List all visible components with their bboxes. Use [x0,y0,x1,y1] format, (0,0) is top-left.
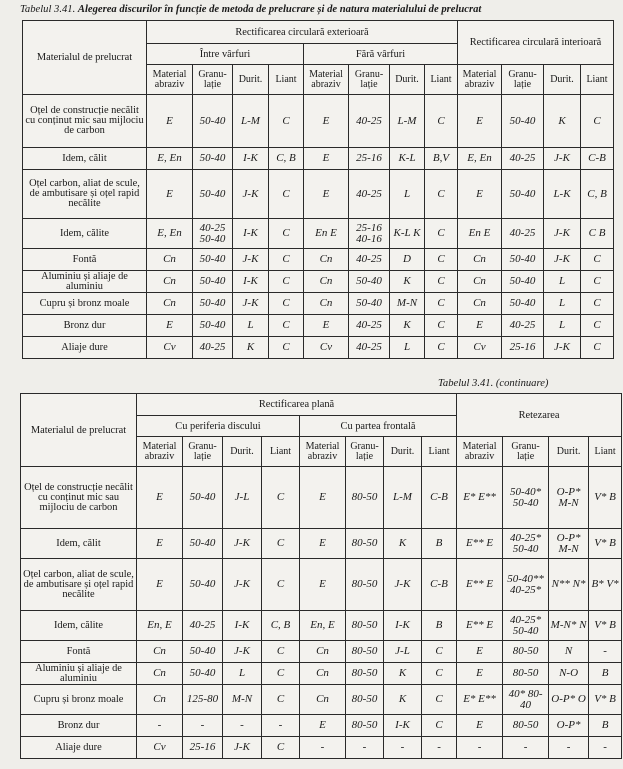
value-cell: Cv [304,337,349,359]
value-cell: 80-50 [346,529,384,559]
value-cell: J-K [233,170,269,219]
table-row [23,271,614,293]
value-cell: 50-40 [349,271,390,293]
value-cell: 50-40 [502,249,544,271]
header-duritate: Durit. [223,437,262,467]
value-cell: J-K [233,249,269,271]
value-cell: 25-16 [183,737,223,759]
value-cell: C [425,219,458,249]
value-cell: 40-25 [502,148,544,170]
value-cell: 40-25 [502,315,544,337]
header-granulatie: Granu-lație [193,65,233,95]
value-cell: 40-25 [183,611,223,641]
value-cell: - [346,737,384,759]
material-cell: Fontă [23,249,147,271]
value-cell: E [147,170,193,219]
value-cell: J-K [223,737,262,759]
value-cell: 40-25 [349,95,390,148]
header-duritate: Durit. [390,65,425,95]
value-cell: L-M [233,95,269,148]
header-rectificare-interioara: Rectificarea circulară interioară [458,21,614,65]
value-cell: C, B [269,148,304,170]
value-cell: L [544,271,581,293]
value-cell: Cn [137,663,183,685]
material-cell: Bronz dur [21,715,137,737]
table-row [23,249,614,271]
value-cell: E [300,715,346,737]
table-row [23,170,614,219]
value-cell: En E [458,219,502,249]
value-cell: Cn [458,271,502,293]
continuation-label: Tabelul 3.41. (continuare) [438,378,549,389]
value-cell: 80-50 [346,467,384,529]
value-cell: 50-40* 50-40 [503,467,549,529]
material-cell: Idem, călit [23,148,147,170]
header-retezare: Retezarea [457,394,622,437]
value-cell: 80-50 [503,663,549,685]
value-cell: C [425,315,458,337]
material-cell: Idem, călite [23,219,147,249]
value-cell: K [390,271,425,293]
value-cell: 50-40 [183,467,223,529]
value-cell: E [300,467,346,529]
value-cell: C-B [422,467,457,529]
value-cell: E** E [457,529,503,559]
table-row [21,715,622,737]
table-rectificare-plana-retezare [20,393,622,759]
value-cell: I-K [233,219,269,249]
value-cell: C [581,337,614,359]
value-cell: 40* 80-40 [503,685,549,715]
header-granulatie: Granu-lație [349,65,390,95]
material-cell: Aliaje dure [21,737,137,759]
table-row [21,737,622,759]
value-cell: 50-40 [502,293,544,315]
value-cell: J-K [544,219,581,249]
value-cell: 50-40 [502,170,544,219]
value-cell: 50-40 [183,663,223,685]
value-cell: C [269,95,304,148]
value-cell: 50-40 [193,315,233,337]
material-cell: Fontă [21,641,137,663]
value-cell: Cv [147,337,193,359]
material-cell: Idem, călite [21,611,137,641]
value-cell: E, En [458,148,502,170]
material-cell: Aluminiu și aliaje de aluminiu [23,271,147,293]
value-cell: C [425,293,458,315]
value-cell: 50-40 [183,641,223,663]
value-cell: B [422,529,457,559]
value-cell: C [262,685,300,715]
value-cell: B [422,611,457,641]
value-cell: E, En [147,148,193,170]
value-cell: C [425,170,458,219]
value-cell: C [269,315,304,337]
value-cell: 25-16 [349,148,390,170]
value-cell: - [183,715,223,737]
header-abraziv: Material abraziv [457,437,503,467]
header-abraziv: Material abraziv [147,65,193,95]
value-cell: Cn [304,293,349,315]
value-cell: N** N* [549,559,589,611]
header-rectificare-plana: Rectificarea plană [137,394,457,416]
value-cell: M-N [223,685,262,715]
header-abraziv: Material abraziv [137,437,183,467]
header-liant: Liant [581,65,614,95]
value-cell: C [262,559,300,611]
value-cell: O-P* [549,715,589,737]
value-cell: Cn [300,663,346,685]
value-cell: C [581,249,614,271]
value-cell: Cv [458,337,502,359]
header-duritate: Durit. [549,437,589,467]
value-cell: J-K [384,559,422,611]
value-cell: E [304,148,349,170]
material-cell: Cupru și bronz moale [23,293,147,315]
table-row [21,641,622,663]
table-caption: Alegerea discurilor în funcție de metoda de prelucrare și de natura materialului de prelucrat [77,4,482,15]
value-cell: K [233,337,269,359]
value-cell: J-K [544,337,581,359]
value-cell: K-L [390,148,425,170]
value-cell: 50-40 [193,271,233,293]
value-cell: B [589,663,622,685]
value-cell: 40-25 [349,249,390,271]
header-abraziv: Material abraziv [300,437,346,467]
value-cell: C, B [581,170,614,219]
value-cell: E** E [457,611,503,641]
value-cell: C [425,95,458,148]
value-cell: K [390,315,425,337]
value-cell: 50-40 [193,249,233,271]
value-cell: L [223,663,262,685]
value-cell: D [390,249,425,271]
value-cell: C [422,715,457,737]
value-cell: C [269,170,304,219]
header-liant: Liant [589,437,622,467]
value-cell: E [137,559,183,611]
value-cell: - [457,737,503,759]
value-cell: 50-40** 40-25* [503,559,549,611]
value-cell: E [457,641,503,663]
value-cell: Cn [147,249,193,271]
value-cell: J-K [233,293,269,315]
table-row [21,559,622,611]
value-cell: 25-16 [502,337,544,359]
value-cell: I-K [223,611,262,641]
value-cell: 40-25* 50-40 [503,529,549,559]
value-cell: L-K [544,170,581,219]
header-duritate: Durit. [233,65,269,95]
value-cell: 50-40 [502,95,544,148]
value-cell: C [581,95,614,148]
value-cell: C [262,529,300,559]
value-cell: 80-50 [503,641,549,663]
value-cell: 80-50 [346,685,384,715]
value-cell: Cn [137,641,183,663]
value-cell: - [262,715,300,737]
value-cell: M-N [390,293,425,315]
value-cell: C, B [262,611,300,641]
value-cell: 50-40 [183,559,223,611]
value-cell: K [384,685,422,715]
value-cell: E [137,467,183,529]
value-cell: E [304,170,349,219]
header-abraziv: Material abraziv [458,65,502,95]
value-cell: - [503,737,549,759]
value-cell: E* E** [457,685,503,715]
value-cell: E [304,315,349,337]
value-cell: C [262,641,300,663]
value-cell: J-K [223,641,262,663]
value-cell: V* B [589,529,622,559]
value-cell: B* V* [589,559,622,611]
value-cell: C [269,271,304,293]
value-cell: 80-50 [346,559,384,611]
value-cell: J-K [223,529,262,559]
header-liant: Liant [262,437,300,467]
value-cell: E [457,715,503,737]
value-cell: 50-40 [502,271,544,293]
header-fara-varfuri: Fără vârfuri [304,44,458,65]
value-cell: E* E** [457,467,503,529]
value-cell: Cn [304,271,349,293]
value-cell: En E [304,219,349,249]
value-cell: I-K [233,271,269,293]
value-cell: 80-50 [346,611,384,641]
value-cell: E** E [457,559,503,611]
table-row [23,95,614,148]
value-cell: E, En [147,219,193,249]
value-cell: L [544,315,581,337]
header-granulatie: Granu-lație [503,437,549,467]
table-row [21,611,622,641]
value-cell: 40-25 [349,170,390,219]
value-cell: En, E [300,611,346,641]
value-cell: - [589,737,622,759]
value-cell: 80-50 [346,641,384,663]
table-row [21,663,622,685]
header-granulatie: Granu-lație [346,437,384,467]
material-cell: Idem, călit [21,529,137,559]
value-cell: - [549,737,589,759]
table-row [23,219,614,249]
header-granulatie: Granu-lație [183,437,223,467]
value-cell: - [300,737,346,759]
value-cell: C [422,685,457,715]
header-granulatie: Granu-lație [502,65,544,95]
value-cell: J-L [223,467,262,529]
value-cell: Cn [147,293,193,315]
header-cu-partea-frontala: Cu partea frontală [300,416,457,437]
value-cell: C-B [422,559,457,611]
header-liant: Liant [269,65,304,95]
value-cell: V* B [589,611,622,641]
value-cell: L [390,170,425,219]
value-cell: E [457,663,503,685]
material-cell: Oțel de construcție necălit cu conținut mic sau mijlociu de carbon [23,95,147,148]
table-number: Tabelul 3.41. [20,4,76,15]
value-cell: 50-40 [193,293,233,315]
value-cell: Cv [137,737,183,759]
header-rectificare-exterioara: Rectificarea circulară exterioară [147,21,458,44]
value-cell: C-B [581,148,614,170]
value-cell: O-P* O [549,685,589,715]
value-cell: E [147,315,193,337]
value-cell: I-K [233,148,269,170]
value-cell: K-L K [390,219,425,249]
value-cell: C [269,337,304,359]
value-cell: N [549,641,589,663]
value-cell: C [262,663,300,685]
value-cell: C [269,219,304,249]
table-row [23,148,614,170]
value-cell: O-P* M-N [549,529,589,559]
value-cell: 40-25 [502,219,544,249]
value-cell: Cn [458,249,502,271]
value-cell: E [137,529,183,559]
value-cell: 50-40 [183,529,223,559]
value-cell: 50-40 [193,95,233,148]
value-cell: I-K [384,611,422,641]
value-cell: C [581,293,614,315]
value-cell: En, E [137,611,183,641]
value-cell: - [384,737,422,759]
value-cell: M-N* N [549,611,589,641]
value-cell: E [304,95,349,148]
table-rectificare-circulara [22,20,614,359]
material-cell: Oțel de construcție necălit cu conținut mic sau mijlociu de carbon [21,467,137,529]
value-cell: N-O [549,663,589,685]
header-intre-varfuri: Între vârfuri [147,44,304,65]
value-cell: V* B [589,467,622,529]
value-cell: C [425,337,458,359]
value-cell: - [589,641,622,663]
material-cell: Cupru și bronz moale [21,685,137,715]
header-cu-periferia: Cu periferia discului [137,416,300,437]
value-cell: 80-50 [346,715,384,737]
value-cell: E [458,95,502,148]
material-cell: Aliaje dure [23,337,147,359]
value-cell: Cn [137,685,183,715]
value-cell: C [581,315,614,337]
value-cell: J-K [544,249,581,271]
value-cell: C [269,293,304,315]
value-cell: C [422,663,457,685]
value-cell: L-M [384,467,422,529]
header-duritate: Durit. [384,437,422,467]
value-cell: E [300,529,346,559]
value-cell: B [589,715,622,737]
value-cell: J-K [544,148,581,170]
material-cell: Oțel carbon, aliat de scule, de ambutisare și oțel rapid necălite [21,559,137,611]
value-cell: J-K [223,559,262,611]
value-cell: E [147,95,193,148]
value-cell: Cn [304,249,349,271]
value-cell: L [544,293,581,315]
value-cell: - [422,737,457,759]
value-cell: C B [581,219,614,249]
value-cell: - [223,715,262,737]
material-cell: Oțel carbon, aliat de scule, de ambutisare și oțel rapid necălite [23,170,147,219]
material-cell: Bronz dur [23,315,147,337]
value-cell: 40-25 [349,315,390,337]
value-cell: K [544,95,581,148]
value-cell: Cn [300,641,346,663]
value-cell: 125-80 [183,685,223,715]
value-cell: C [422,641,457,663]
value-cell: K [384,663,422,685]
value-cell: C [425,271,458,293]
value-cell: K [384,529,422,559]
table-row [21,467,622,529]
header-duritate: Durit. [544,65,581,95]
table-title [20,3,620,17]
value-cell: C [581,271,614,293]
value-cell: 50-40 [193,148,233,170]
value-cell: O-P* M-N [549,467,589,529]
value-cell: C [262,467,300,529]
value-cell: J-L [384,641,422,663]
value-cell: 50-40 [349,293,390,315]
value-cell: Cn [458,293,502,315]
table-row [21,685,622,715]
value-cell: B,V [425,148,458,170]
value-cell: C [269,249,304,271]
table-row [23,293,614,315]
value-cell: 40-25* 50-40 [503,611,549,641]
table-row [23,337,614,359]
table-row [21,529,622,559]
value-cell: Cn [147,271,193,293]
value-cell: C [262,737,300,759]
value-cell: 80-50 [346,663,384,685]
value-cell: I-K [384,715,422,737]
header-material: Materialul de prelucrat [23,21,147,95]
value-cell: 40-25 50-40 [193,219,233,249]
value-cell: L-M [390,95,425,148]
value-cell: E [458,170,502,219]
value-cell: 40-25 [349,337,390,359]
material-cell: Aluminiu și aliaje de aluminiu [21,663,137,685]
header-liant: Liant [422,437,457,467]
header-abraziv: Material abraziv [304,65,349,95]
value-cell: 25-16 40-16 [349,219,390,249]
value-cell: E [458,315,502,337]
value-cell: E [300,559,346,611]
value-cell: L [233,315,269,337]
value-cell: Cn [300,685,346,715]
value-cell: 80-50 [503,715,549,737]
value-cell: L [390,337,425,359]
value-cell: V* B [589,685,622,715]
value-cell: C [425,249,458,271]
header-material: Materialul de prelucrat [21,394,137,467]
value-cell: 50-40 [193,170,233,219]
header-liant: Liant [425,65,458,95]
value-cell: 40-25 [193,337,233,359]
table-row [23,315,614,337]
value-cell: - [137,715,183,737]
